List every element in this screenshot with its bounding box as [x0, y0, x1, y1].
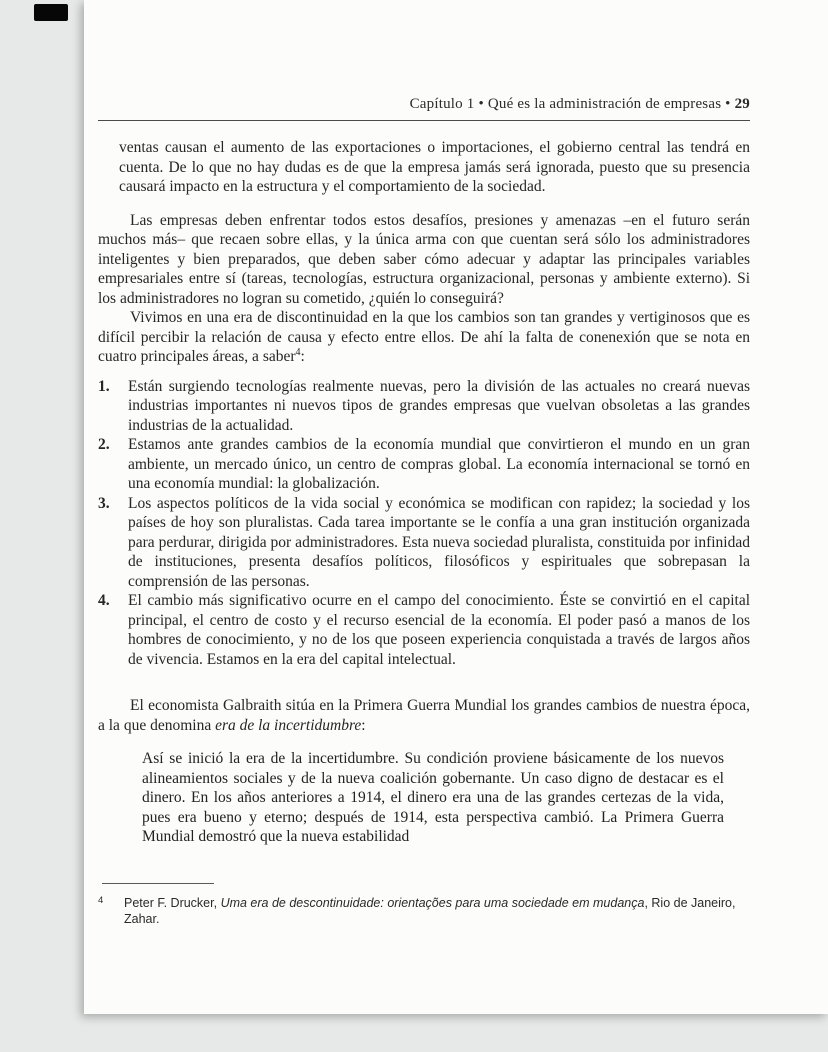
list-item: [98, 494, 750, 592]
page-content: [84, 0, 828, 928]
footnote-book-title: Uma era de descontinuidade: orientações para uma sociedade em mudança: [220, 895, 645, 910]
list-item-number: 4.: [98, 592, 110, 609]
list-item: [98, 435, 750, 494]
list-item-number: 1.: [98, 377, 110, 395]
paragraph-text: El economista Galbraith sitúa en la Primera Guerra Mundial los grandes cambios de nuestra época, a la que denomina: [98, 697, 750, 734]
paragraph-with-note: [98, 308, 750, 367]
italic-phrase: era de la incertidumbre: [215, 716, 362, 734]
list-item: [98, 377, 750, 436]
numbered-list: [98, 377, 750, 670]
footnote: [98, 893, 750, 928]
list-item-text: Los aspectos políticos de la vida social y económica se modifican con rapidez; la sociedad y los países de hoy son pluralistas. Cada tarea importante se le confía a una gran institución organizada para perdurar, dirigida por administradores. Esta nueva sociedad pluralista, constituida por infinidad de instituciones, presenta desafíos políticos, filosóficos y espirituales que sobrepasan la comprensión de las personas.: [128, 494, 750, 590]
paragraph-galbraith: [98, 696, 750, 735]
footnote-marker: 4: [98, 894, 104, 906]
footnote-text: Peter F. Drucker,: [124, 895, 221, 910]
paragraph-tail: :: [300, 348, 305, 365]
list-item-number: 2.: [98, 436, 110, 453]
footnote-reference: 4: [295, 346, 301, 358]
block-quote: Así se inició la era de la incertidumbre. Su condición proviene básicamente de los nuevos alineamientos sociales y de la nueva coalición gobernante. Un caso digno de destacar es el dinero. En los años anteriores a 1914, el dinero era una de las grandes certezas de la vida, pues era bueno y eterno; después de 1914, esta perspectiva cambió. La Primera Guerra Mundial demostró que la nueva estabilidad: [142, 750, 724, 845]
footnote-tail: , Rio de Janeiro, Zahar.: [124, 895, 736, 926]
list-item-number: 3.: [98, 494, 110, 512]
list-item: [98, 591, 750, 669]
body-text: [98, 138, 750, 928]
list-item-text: El cambio más significativo ocurre en el campo del conocimiento. Éste se convirtió en el capital principal, el centro de costo y el recurso esencial de la economía. El poder pasó a manos de los hombres de conocimiento, y no de los que poseen experiencia conquistada a través de largos años de vivencia. Estamos en la era del capital intelectual.: [128, 592, 750, 668]
paragraph-continued: ventas causan el aumento de las exportaciones o importaciones, el gobierno central las tendrá en cuenta. De lo que no hay dudas es de que la empresa jamás será ignorada, puesto que su presencia causará impacto en la estructura y el comportamiento de la sociedad.: [119, 139, 750, 195]
running-header-text: Capítulo 1 • Qué es la administración de empresas •: [409, 96, 735, 112]
header-rule: [98, 120, 750, 121]
page-number: 29: [734, 96, 750, 112]
footnote-rule: [102, 883, 214, 884]
book-page: [84, 0, 828, 1014]
list-item-text: Están surgiendo tecnologías realmente nuevas, pero la división de las actuales no creará nuevas industrias importantes ni nuevos tipos de grandes empresas que vuelvan obsoletas a las grandes industrias de la actualidad.: [128, 377, 750, 434]
list-item-text: Estamos ante grandes cambios de la economía mundial que convirtieron el mundo en un gran ambiente, un mercado único, un centro de compras global. La economía internacional se tornó en una economía mundial: la globalización.: [128, 436, 750, 492]
paragraph-text: Vivimos en una era de discontinuidad en la que los cambios son tan grandes y vertiginosos que es difícil percibir la relación de causa y efecto entre ellos. De ahí la falta de conenexión que se nota en cuatro principales áreas, a saber: [98, 309, 750, 365]
paragraph: Las empresas deben enfrentar todos estos desafíos, presiones y amenazas –en el futuro serán muchos más– que recaen sobre ellas, y la única arma con que cuentan será sólo los administradores inteligentes y bien preparados, que deben saber cómo adecuar y adaptar las principales variables empresariales entre sí (tareas, tecnologías, estructura organizacional, personas y ambiente externo). Si los administradores no logran su cometido, ¿quién lo conseguirá?: [98, 211, 750, 307]
scan-artifact-blob: [34, 4, 68, 21]
paragraph-tail: :: [361, 716, 366, 734]
running-header: [98, 96, 750, 113]
